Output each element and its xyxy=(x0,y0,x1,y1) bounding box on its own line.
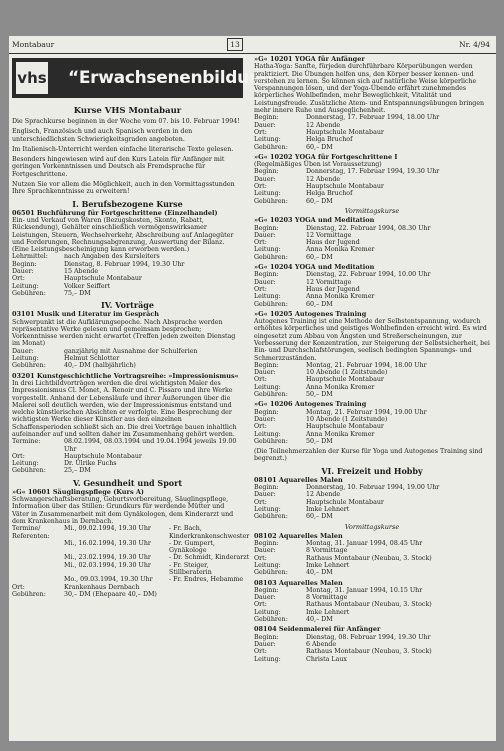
course-title: »G« 10601 Säuglingspflege (Kurs A) xyxy=(12,487,144,496)
detail-label: Leitung: xyxy=(254,246,281,254)
detail-label: Gebühren: xyxy=(12,590,46,598)
termine-label: Termine/ Referenten: xyxy=(12,525,50,540)
detail-value: Imke Lehnert xyxy=(306,562,350,569)
detail-label: Beginn: xyxy=(254,361,279,369)
course-details xyxy=(12,584,243,599)
detail-value: Hauptschule Montabaur xyxy=(306,423,384,431)
intro-paragraph: Englisch, Französisch und auch Spanisch werden in den unterschiedlichsten Schwierigkeitsgraden angeboten. xyxy=(12,128,193,143)
detail-label: Ort: xyxy=(254,601,267,609)
header-town: Montabaur xyxy=(12,40,55,49)
detail-value: 30,– DM (Ehepaare 40,– DM) xyxy=(64,590,157,598)
kurse-title: Kurse VHS Montabaur xyxy=(73,106,182,116)
detail-label: Dauer: xyxy=(254,415,276,423)
detail-row xyxy=(254,634,490,641)
detail-row xyxy=(254,122,490,129)
detail-row xyxy=(12,355,243,362)
newspaper-page xyxy=(9,36,496,741)
detail-label: Lehrmittel: xyxy=(12,253,48,261)
detail-value: Imke Lehnert xyxy=(306,505,350,513)
detail-row xyxy=(254,301,490,308)
detail-row xyxy=(254,547,490,554)
detail-label: Dauer: xyxy=(254,175,276,183)
detail-value: Montag, 21. Februar 1994, 19.00 Uhr xyxy=(306,408,427,416)
detail-label: Dauer: xyxy=(254,278,276,286)
detail-label: Leitung: xyxy=(12,282,39,290)
detail-label: Ort: xyxy=(254,498,267,506)
course-title: 08102 Aquarelles Malen xyxy=(254,531,343,540)
detail-row xyxy=(254,569,490,576)
detail-label: Ort: xyxy=(254,648,267,656)
detail-label: Leitung: xyxy=(254,136,281,144)
detail-label: Leitung: xyxy=(254,383,281,391)
detail-row xyxy=(254,239,490,246)
detail-value: 12 Vormittage xyxy=(306,231,352,239)
detail-label: Ort: xyxy=(12,452,25,460)
section-heading: I. Berufsbezogene Kurse xyxy=(72,198,183,209)
termine-row xyxy=(64,554,249,561)
course-description: Schwangerschaftsberatung, Geburtsvorbereitung, Säuglingspflege, Information über das Stillen: Grundkurs für werdende Mütter und Väter in Zusammenarbeit mit dem Gynäkologen, dem Kinderarzt und dem Krankenhaus in Dernbach. xyxy=(12,496,234,525)
detail-label: Ort: xyxy=(254,239,267,247)
course-details xyxy=(254,362,490,398)
detail-row xyxy=(254,587,490,594)
termine-date: Mi., 02.03.1994, 19.30 Uhr xyxy=(64,561,151,569)
detail-value: Haus der Jugend xyxy=(306,285,360,293)
detail-value: Rathaus Montabaur (Neubau, 3. Stock) xyxy=(306,648,432,656)
detail-value: 8 Vormittage xyxy=(306,594,348,602)
detail-label: Beginn: xyxy=(254,484,279,492)
termine-list xyxy=(64,525,249,583)
left-column xyxy=(12,56,284,601)
detail-row xyxy=(254,190,490,197)
termine-speaker: - Fr. Bach, Kinderkrankenschwester xyxy=(169,525,250,540)
detail-row xyxy=(254,144,490,151)
termine-date: Mi., 16.02.1994, 19.30 Uhr xyxy=(64,539,151,547)
detail-row xyxy=(254,491,490,498)
detail-row xyxy=(254,391,490,398)
subsection-heading: Vormittagskurse xyxy=(344,522,400,531)
detail-row xyxy=(254,168,490,175)
course-title: 06501 Buchführung für Fortgeschrittene (Einzelhandel) xyxy=(12,208,218,217)
detail-row xyxy=(254,416,490,423)
termine-date: Mi., 09.02.1994, 19.30 Uhr xyxy=(64,525,151,533)
detail-label: Beginn: xyxy=(254,540,279,548)
subsection-heading: Vormittagskurse xyxy=(344,206,400,215)
section-heading: V. Gesundheit und Sport xyxy=(72,477,183,488)
detail-row xyxy=(254,555,490,562)
detail-label: Dauer: xyxy=(12,268,34,276)
detail-row xyxy=(12,438,243,453)
detail-row xyxy=(254,499,490,506)
detail-label: Beginn: xyxy=(254,168,279,176)
detail-row xyxy=(254,376,490,383)
detail-row xyxy=(254,136,490,143)
detail-value: Hauptschule Montabaur xyxy=(306,183,384,191)
detail-value: nach Angaben des Kursleiters xyxy=(64,253,160,261)
course-note: (Eine Leistungsbescheinigung kann erworben werden.) xyxy=(12,246,190,254)
detail-value: ganzjährig mit Ausnahme der Schulferien xyxy=(64,347,198,355)
detail-label: Gebühren: xyxy=(254,197,288,205)
detail-label: Leitung: xyxy=(12,460,39,468)
detail-label: Ort: xyxy=(254,128,267,136)
detail-label: Dauer: xyxy=(12,347,34,355)
detail-value: 75,– DM xyxy=(64,289,91,297)
detail-row xyxy=(12,362,243,369)
detail-value: 10 Abende (1 Zeitstunde) xyxy=(306,415,388,423)
detail-row xyxy=(254,114,490,121)
termine-speaker: - Dr. Gumpert, Gynäkologe xyxy=(169,539,215,555)
course-title: 08104 Seidenmalerei für Anfänger xyxy=(254,625,381,634)
detail-value: Donnerstag, 17. Februar 1994, 18.00 Uhr xyxy=(306,114,440,122)
vhs-banner xyxy=(12,58,284,98)
course-details xyxy=(12,253,243,297)
detail-row xyxy=(254,176,490,183)
detail-value: Helmut Schlotter xyxy=(64,355,120,363)
detail-row xyxy=(254,183,490,190)
detail-label: Leitung: xyxy=(254,190,281,198)
detail-value: Imke Lehnert xyxy=(306,608,350,616)
detail-label: Ort: xyxy=(254,423,267,431)
detail-row xyxy=(254,540,490,547)
detail-value: 60,– DM xyxy=(306,253,333,261)
detail-value: 12 Vormittage xyxy=(306,278,352,286)
detail-value: 6 Abende xyxy=(306,640,337,648)
detail-value: Hauptschule Montabaur xyxy=(306,376,384,384)
detail-label: Beginn: xyxy=(254,114,279,122)
detail-value: Hauptschule Montabaur xyxy=(306,498,384,506)
detail-label: Ort: xyxy=(12,275,25,283)
detail-row xyxy=(254,648,490,655)
detail-label: Leitung: xyxy=(254,505,281,513)
detail-row xyxy=(254,562,490,569)
detail-label: Dauer: xyxy=(254,369,276,377)
termine-speaker: - Fr. Steiger, Stillberaterin xyxy=(169,561,212,577)
detail-row xyxy=(254,616,490,623)
detail-label: Dauer: xyxy=(254,547,276,555)
intro-paragraph: Die Sprachkurse beginnen in der Woche vom 07. bis 10. Februar 1994! xyxy=(12,118,240,125)
detail-label: Termine: xyxy=(12,438,41,446)
detail-value: Dienstag, 22. Februar 1994, 10.00 Uhr xyxy=(306,271,431,279)
detail-value: 8 Vormittage xyxy=(306,547,348,555)
detail-row xyxy=(12,268,243,275)
detail-label: Beginn: xyxy=(254,271,279,279)
detail-row xyxy=(12,283,243,290)
detail-value: Helga Bruchof xyxy=(306,136,353,144)
detail-value: Montag, 21. Februar 1994, 18.00 Uhr xyxy=(306,361,427,369)
intro-paragraph: Im Italienisch-Unterricht werden einfache literarische Texte gelesen. xyxy=(12,145,234,153)
detail-label: Gebühren: xyxy=(254,391,288,399)
detail-value: Hauptschule Montabaur xyxy=(64,452,142,460)
detail-value: 10 Abende (1 Zeitstunde) xyxy=(306,369,388,377)
banner-title: “Erwachsenenbildung” xyxy=(68,68,284,88)
detail-row xyxy=(254,438,490,445)
detail-row xyxy=(254,286,490,293)
detail-value: 40,– DM xyxy=(306,616,333,624)
detail-value: Hauptschule Montabaur xyxy=(64,275,142,283)
detail-row xyxy=(12,348,243,355)
section-heading: IV. Vorträge xyxy=(101,300,154,311)
section-heading: VI. Freizeit und Hobby xyxy=(321,465,423,476)
detail-row xyxy=(254,513,490,520)
termine-block xyxy=(12,525,250,584)
detail-value: Helga Bruchof xyxy=(306,190,353,198)
intro-paragraph: Besonders hingewiesen wird auf den Kurs Latein für Anfänger mit geringen Vorkenntnissen und Deutsch als Fremdsprache für Fortgeschrittene. xyxy=(12,156,225,178)
detail-label: Gebühren: xyxy=(12,289,46,297)
detail-row xyxy=(254,198,490,205)
detail-label: Gebühren: xyxy=(12,362,46,370)
detail-row xyxy=(254,641,490,648)
course-title: »G« 10205 Autogenes Training xyxy=(254,309,367,318)
detail-row xyxy=(254,246,490,253)
course-details xyxy=(254,225,490,261)
detail-row xyxy=(254,609,490,616)
detail-label: Gebühren: xyxy=(254,300,288,308)
detail-label: Gebühren: xyxy=(12,467,46,475)
course-description: Autogenes Training ist eine Methode der Selbstentspannung, wodurch erhöhtes körperliches und geistiges Wohlbefinden erreicht wird. Es wird eingesetzt zum Abbau von Ängsten und Streßerscheinungen, zur Verbesserung der Konzentration, zur Steigerung der Selbstsicherheit, bei Ein- und Durchschlafstörungen, seelisch bedingten Spannungs- und Schmerzzuständen. xyxy=(254,318,490,362)
detail-value: Krankenhaus Dernbach xyxy=(64,583,140,591)
course-title: »G« 10204 YOGA und Meditation xyxy=(254,263,375,272)
detail-row xyxy=(254,594,490,601)
detail-label: Leitung: xyxy=(254,562,281,569)
detail-value: 12 Abende xyxy=(306,491,341,499)
course-description: Hatha-Yoga: Sanfte, fürjeden durchführbare Körperübungen werden praktiziert. Die Übungen helfen uns, den Körper besser kennen- und verstehen zu lernen. So können sich auf natürliche Weise körperliche Verspannungen lösen, und der Yoga-Übende erfährt zunehmendes körperliches Wohlbefinden, mehr Beweglichkeit, Vitalität und Leistungsfreude. Zusätzliche Atem- und Entspannungsübungen bringen mehr innere Ruhe und Ausgeglichenheit. xyxy=(254,63,485,115)
detail-value: 50,– DM xyxy=(306,437,333,445)
detail-row xyxy=(254,362,490,369)
detail-label: Leitung: xyxy=(254,430,281,438)
course-description: Ein- und Verkauf von Waren (Bezugskosten, Skonto, Rabatt, Rücksendung), Gehälter einschließlich vermögenswirksamer Leistungen, Steuern, Wechselverkehr, Abschreibung auf Anlagegüter und Forderungen, Rechnungsabgrenzung, Auswertung der Bilanz. xyxy=(12,216,234,246)
detail-value: Anna Monika Kremer xyxy=(306,430,375,438)
course-title: 03101 Musik und Literatur im Gespräch xyxy=(12,310,160,319)
detail-row xyxy=(254,601,490,608)
detail-row xyxy=(254,369,490,376)
detail-row xyxy=(254,271,490,278)
detail-value: Hauptschule Montabaur xyxy=(306,128,384,136)
detail-label: Leitung: xyxy=(254,293,281,301)
detail-row xyxy=(254,232,490,239)
detail-value: 40,– DM xyxy=(306,569,333,577)
course-details xyxy=(254,271,490,307)
intro-paragraph: Nutzen Sie vor allem die Möglichkeit, auch in den Vormittagsstunden Ihre Sprachkenntnisse zu erweitern! xyxy=(12,181,235,196)
detail-row xyxy=(254,484,490,491)
course-title: »G« 10201 YOGA für Anfänger xyxy=(254,55,365,63)
detail-row xyxy=(12,261,243,268)
detail-row xyxy=(12,591,243,598)
detail-label: Ort: xyxy=(254,183,267,191)
detail-row xyxy=(254,129,490,136)
detail-label: Gebühren: xyxy=(254,616,288,624)
detail-label: Ort: xyxy=(254,285,267,293)
right-column xyxy=(254,56,490,666)
course-details xyxy=(254,409,490,445)
detail-label: Dauer: xyxy=(254,121,276,129)
course-details xyxy=(254,634,490,663)
detail-value: 12 Abende xyxy=(306,121,341,129)
course-details xyxy=(254,587,490,623)
detail-value: Anna Monika Kremer xyxy=(306,383,375,391)
detail-value: Donnerstag, 17. Februar 1994, 19.30 Uhr xyxy=(306,168,440,176)
course-note: (Regelmäßiges Üben ist Voraussetzung) xyxy=(254,161,382,169)
detail-row xyxy=(12,453,243,460)
detail-value: Volker Seiffert xyxy=(64,282,111,290)
detail-value: 60,– DM xyxy=(306,197,333,205)
detail-label: Beginn: xyxy=(254,224,279,232)
detail-label: Dauer: xyxy=(254,640,276,648)
detail-label: Leitung: xyxy=(12,355,39,363)
detail-label: Gebühren: xyxy=(254,513,288,521)
detail-row xyxy=(254,656,490,663)
detail-value: Dienstag, 22. Februar 1994, 08.30 Uhr xyxy=(306,224,431,232)
detail-row xyxy=(254,431,490,438)
termine-row xyxy=(64,562,249,577)
detail-row xyxy=(254,225,490,232)
detail-label: Beginn: xyxy=(12,260,37,268)
detail-row xyxy=(12,584,243,591)
detail-row xyxy=(12,460,243,467)
termine-row xyxy=(64,525,249,540)
detail-label: Leitung: xyxy=(254,608,281,616)
detail-value: Dr. Ulrike Fuchs xyxy=(64,460,117,468)
detail-value: 60,– DM xyxy=(306,300,333,308)
detail-value: Dienstag, 08. Februar 1994, 19.30 Uhr xyxy=(306,633,431,641)
detail-value: 60,– DM xyxy=(306,513,333,521)
course-details xyxy=(254,540,490,576)
detail-row xyxy=(12,467,243,474)
detail-row xyxy=(254,506,490,513)
course-description: In drei Lichtbildvorträgen werden die drei wichtigsten Maler des Impressionismus Cl. Monet, A. Renoir und C. Pissaro und ihre Werke vorgestellt. Anhand der Lebensläufe und ihrer Äußerungen über die Malerei soll deutlich werden, wie der Impressionismus entstand und welche künstlerischen Absichten er verfolgte. Eine Besprechung der wichtigsten Werke dieser Künstler aus den einzelnen Schaffensperioden schließt sich an. Die drei Vorträge bauen inhaltlich aufeinander auf und sollten daher im Zusammenhang gehört werden. xyxy=(12,379,237,438)
detail-row xyxy=(254,279,490,286)
detail-value: Montag, 31. Januar 1994, 08.45 Uhr xyxy=(306,540,423,548)
termine-date: Mi., 23.02.1994, 19.30 Uhr xyxy=(64,554,151,562)
detail-label: Leitung: xyxy=(254,655,281,663)
detail-label: Gebühren: xyxy=(254,569,288,577)
detail-label: Dauer: xyxy=(254,491,276,499)
detail-value: Dienstag, 8. Februar 1994, 19.30 Uhr xyxy=(64,260,185,268)
page-number: 13 xyxy=(227,38,243,51)
detail-value: Donnerstag, 10. Februar 1994, 19.00 Uhr xyxy=(306,484,440,492)
detail-label: Beginn: xyxy=(254,408,279,416)
detail-label: Ort: xyxy=(254,554,267,562)
course-title: 08101 Aquarelles Malen xyxy=(254,475,343,484)
detail-value: 50,– DM xyxy=(306,391,333,399)
page-header xyxy=(9,40,496,52)
detail-value: 25,– DM xyxy=(64,467,91,475)
detail-label: Beginn: xyxy=(254,633,279,641)
detail-value: Rathaus Montabaur (Neubau, 3. Stock) xyxy=(306,554,432,562)
detail-label: Gebühren: xyxy=(254,253,288,261)
course-description: Schwerpunkt ist die Aufklärungsepoche. Nach Absprache werden repräsentative Werke gelesen und gemeinsam besprochen; Vorkenntnisse werden nicht erwartet (Treffen jeden zweiten Dienstag im Monat) xyxy=(12,318,236,348)
detail-value: 15 Abende xyxy=(64,268,99,276)
detail-value: Haus der Jugend xyxy=(306,239,360,247)
detail-value: Rathaus Montabaur (Neubau, 3. Stock) xyxy=(306,601,432,609)
termine-speaker: - Fr. Endres, Hebamme xyxy=(169,576,244,584)
detail-row xyxy=(12,290,243,297)
course-title: »G« 10203 YOGA und Meditation xyxy=(254,216,375,225)
course-title: »G« 10202 YOGA für Fortgeschrittene I xyxy=(254,152,398,161)
termine-speaker: - Dr. Schmidt, Kinderarzt xyxy=(169,554,250,562)
termine-row xyxy=(64,540,249,555)
course-details xyxy=(254,484,490,520)
detail-row xyxy=(254,409,490,416)
detail-label: Ort: xyxy=(12,583,25,591)
course-details xyxy=(12,348,243,370)
issue-number: Nr. 4/94 xyxy=(459,40,490,49)
termine-date: Mo., 09.03.1994, 19.30 Uhr xyxy=(64,576,153,584)
detail-row xyxy=(254,423,490,430)
detail-label: Dauer: xyxy=(254,231,276,239)
detail-label: Gebühren: xyxy=(254,143,288,151)
detail-value: 08.02.1994, 08.03.1994 und 19.04.1994 jeweils 19.00 Uhr xyxy=(64,438,237,453)
detail-row xyxy=(12,253,243,260)
course-details xyxy=(254,114,490,150)
detail-value: Christa Laux xyxy=(306,655,347,663)
detail-value: 12 Abende xyxy=(306,175,341,183)
course-title: 03201 Kunstgeschichtliche Vortragsreihe: »Impressionismus« xyxy=(12,371,239,380)
vhs-logo: vhs xyxy=(16,62,48,94)
detail-row xyxy=(254,254,490,261)
course-title: 08103 Aquarelles Malen xyxy=(254,578,343,587)
course-details xyxy=(254,168,490,204)
detail-value: Montag, 31. Januar 1994, 10.15 Uhr xyxy=(306,586,423,594)
detail-row xyxy=(254,293,490,300)
course-title: »G« 10206 Autogenes Training xyxy=(254,400,367,409)
detail-value: 40,– DM (halbjährlich) xyxy=(64,362,136,370)
detail-label: Beginn: xyxy=(254,586,279,594)
detail-label: Dauer: xyxy=(254,594,276,602)
detail-value: Anna Monika Kremer xyxy=(306,293,375,301)
course-note: (Die Teilnehmerzahlen der Kurse für Yoga und Autogenes Training sind begrenzt.) xyxy=(254,448,483,463)
detail-value: 60,– DM xyxy=(306,143,333,151)
course-details xyxy=(12,438,243,474)
detail-label: Ort: xyxy=(254,376,267,384)
termine-row xyxy=(64,576,249,583)
detail-row xyxy=(254,384,490,391)
detail-value: Anna Monika Kremer xyxy=(306,246,375,254)
header-rule xyxy=(9,53,496,54)
detail-label: Gebühren: xyxy=(254,437,288,445)
detail-row xyxy=(12,275,243,282)
